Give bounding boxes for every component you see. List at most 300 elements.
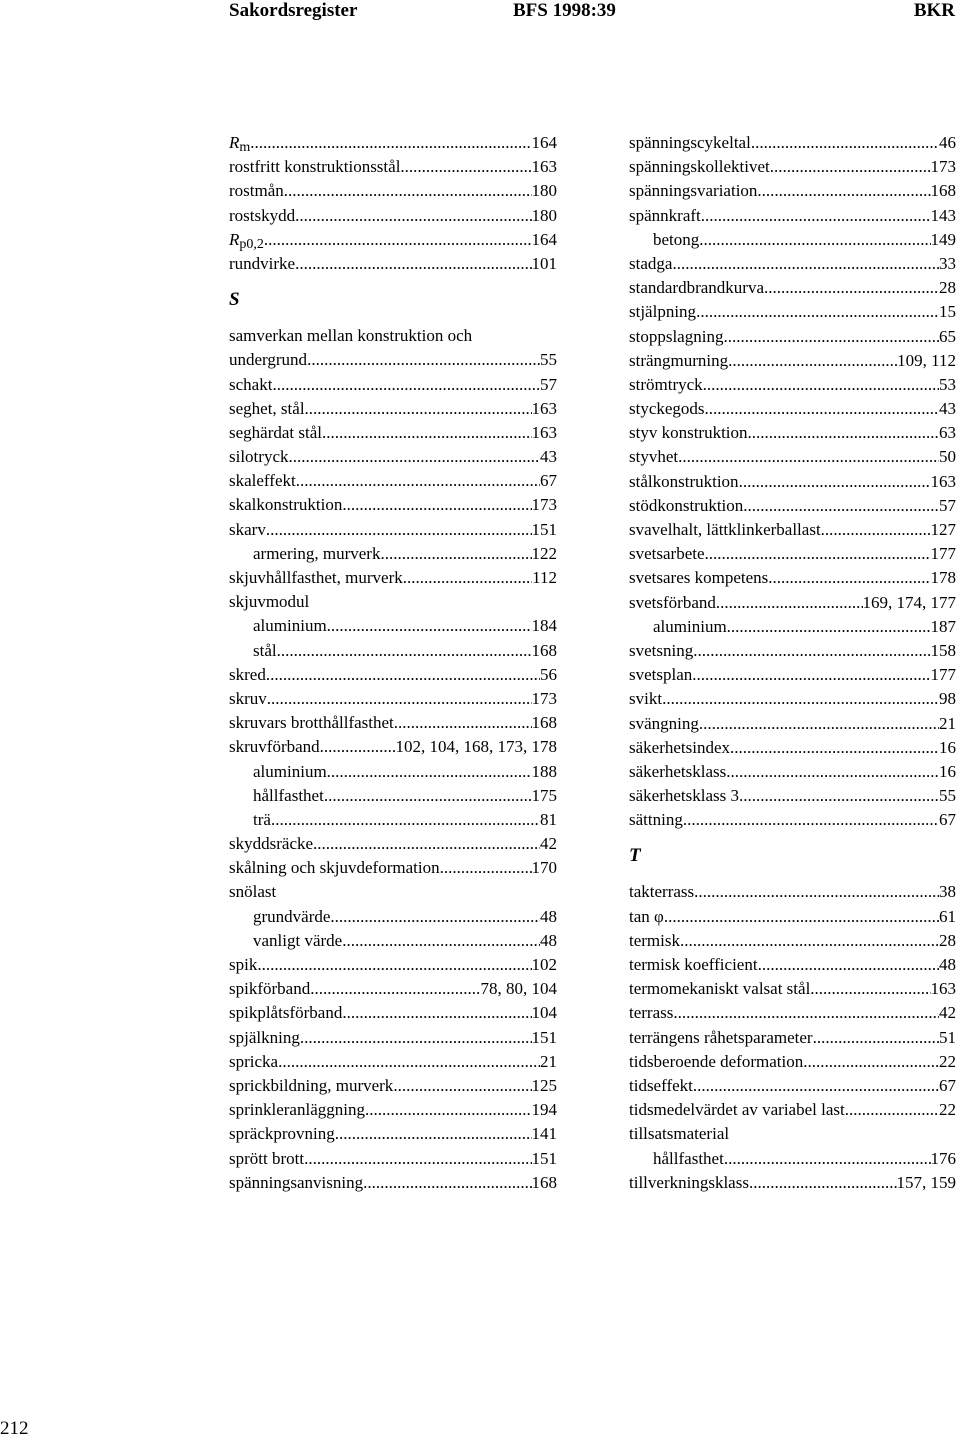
- index-entry: [629, 591, 956, 615]
- index-entry: [629, 494, 956, 518]
- index-entry: [629, 1074, 956, 1098]
- index-subentry: [229, 639, 557, 663]
- index-pages: 15: [939, 302, 956, 322]
- index-pages: 173: [930, 157, 956, 177]
- index-pages: 158: [930, 640, 956, 660]
- leader-dots: [705, 542, 931, 566]
- index-subentry: [229, 614, 557, 638]
- index-term: spikplåtsförband: [229, 1003, 343, 1023]
- index-subentry: [229, 784, 557, 808]
- index-entry: [629, 687, 956, 711]
- index-term: skyddsräcke: [229, 834, 314, 854]
- header-document-id: BFS 1998:39: [513, 0, 616, 21]
- index-pages: 43: [540, 447, 557, 467]
- index-entry: [229, 493, 557, 517]
- index-entry: [629, 663, 956, 687]
- index-term: säkerhetsindex: [629, 737, 731, 757]
- index-term: sprickbildning, murverk: [229, 1075, 394, 1095]
- index-entry: [629, 445, 956, 469]
- index-entry: [629, 276, 956, 300]
- leader-dots: [739, 470, 931, 494]
- leader-dots: [403, 566, 532, 590]
- section-letter: T: [629, 845, 641, 867]
- leader-dots: [380, 542, 531, 566]
- leader-dots: [277, 639, 532, 663]
- index-entry: [629, 784, 956, 808]
- index-entry: [229, 228, 557, 252]
- leader-dots: [304, 1147, 531, 1171]
- index-pages: 168: [531, 1172, 557, 1192]
- index-pages: 163: [531, 398, 557, 418]
- leader-dots: [278, 1050, 540, 1074]
- index-subentry: [629, 615, 956, 639]
- index-entry: [629, 470, 956, 494]
- index-pages: 42: [939, 1003, 956, 1023]
- index-pages: 56: [540, 664, 557, 684]
- index-pages: 46: [939, 133, 956, 152]
- index-term: rostmån: [229, 181, 284, 201]
- index-term: svetsplan: [629, 665, 693, 685]
- index-pages: 43: [939, 399, 956, 419]
- index-subentry: [229, 760, 557, 784]
- index-entry: [229, 663, 557, 687]
- index-entry: [229, 953, 557, 977]
- index-entry: [629, 179, 956, 203]
- index-entry: [229, 252, 557, 276]
- index-heading-term: skjuvmodul: [229, 592, 310, 612]
- leader-dots: [289, 445, 541, 469]
- index-entry: [629, 639, 956, 663]
- leader-dots: [770, 155, 931, 179]
- index-term: skarv: [229, 519, 266, 539]
- leader-dots: [271, 808, 540, 832]
- index-column-left: [229, 131, 557, 1195]
- leader-dots: [723, 325, 939, 349]
- index-pages: 164: [531, 229, 557, 249]
- leader-dots: [327, 760, 532, 784]
- index-term: termisk koefficient: [629, 955, 758, 974]
- index-pages: 53: [939, 374, 956, 394]
- leader-dots: [757, 179, 930, 203]
- index-entry: [229, 856, 557, 880]
- index-term: tidseffekt: [629, 1075, 693, 1095]
- index-pages: 180: [531, 205, 557, 225]
- leader-dots: [342, 1001, 531, 1025]
- index-entry: [229, 131, 557, 155]
- index-pages: 38: [939, 882, 956, 902]
- index-pages: 65: [939, 326, 956, 346]
- leader-dots: [330, 905, 540, 929]
- index-term: seghet, stål: [229, 398, 305, 418]
- index-term: säkerhetsklass 3: [629, 786, 740, 806]
- index-term: termisk: [629, 930, 680, 950]
- index-term: spänningsvariation: [629, 181, 758, 201]
- index-entry: [629, 518, 956, 542]
- index-entry: [629, 1171, 956, 1195]
- index-pages: 63: [939, 423, 956, 443]
- index-entry: [629, 131, 956, 155]
- index-term: svavelhalt, lättklinkerballast: [629, 520, 821, 539]
- index-term: Rp0,2: [229, 229, 264, 252]
- index-term: undergrund: [229, 350, 308, 370]
- index-entry: [629, 300, 956, 324]
- leader-dots: [821, 518, 931, 542]
- index-pages: 163: [531, 422, 557, 442]
- index-entry: [229, 1171, 557, 1195]
- index-term: styvhet: [629, 447, 679, 467]
- index-pages: 55: [939, 786, 956, 806]
- page-number: 212: [0, 1418, 29, 1439]
- leader-dots: [305, 397, 532, 421]
- index-term: terrängens råhetsparameter: [629, 1027, 813, 1047]
- index-pages: 102, 104, 168, 173, 178: [395, 737, 557, 757]
- index-term: skaleffekt: [229, 471, 296, 491]
- leader-dots: [726, 760, 939, 784]
- index-term: styckegods: [629, 399, 705, 419]
- index-term: skruvars brotthållfasthet: [229, 713, 394, 733]
- index-term: spräckprovning: [229, 1124, 335, 1144]
- leader-dots: [365, 1098, 532, 1122]
- index-term: svängning: [629, 713, 699, 733]
- index-pages: 151: [531, 519, 557, 539]
- leader-dots: [692, 663, 930, 687]
- index-term: aluminium: [253, 761, 327, 781]
- index-entry: [629, 1026, 956, 1050]
- leader-dots: [845, 1098, 939, 1122]
- leader-dots: [680, 929, 939, 953]
- index-pages: 169, 174, 177: [862, 592, 956, 612]
- index-entry: [629, 566, 956, 590]
- index-pages: 163: [930, 471, 956, 491]
- index-term: armering, murverk: [253, 543, 381, 563]
- index-entry: [229, 397, 557, 421]
- leader-dots: [393, 1074, 531, 1098]
- index-term: tidsberoende deformation: [629, 1051, 804, 1071]
- index-pages: 16: [939, 737, 956, 757]
- index-entry: [629, 325, 956, 349]
- index-term: skred: [229, 664, 266, 684]
- index-pages: 98: [939, 689, 956, 709]
- leader-dots: [696, 300, 939, 324]
- index-term-continued: samverkan mellan konstruktion och: [229, 326, 473, 346]
- index-pages: 188: [531, 761, 557, 781]
- leader-dots: [693, 1074, 939, 1098]
- leader-dots: [748, 421, 939, 445]
- index-pages: 151: [531, 1148, 557, 1168]
- index-entry: [229, 566, 557, 590]
- index-pages: 112: [532, 568, 557, 587]
- leader-dots: [267, 687, 532, 711]
- index-term: schakt: [229, 374, 273, 394]
- index-entry: [629, 421, 956, 445]
- index-pages: 177: [930, 544, 956, 564]
- index-entry: [229, 1050, 557, 1074]
- index-pages: 104: [531, 1003, 557, 1023]
- leader-dots: [284, 179, 532, 203]
- leader-dots: [662, 687, 939, 711]
- leader-dots: [672, 252, 939, 276]
- leader-dots: [296, 469, 540, 493]
- index-entry: [229, 179, 557, 203]
- leader-dots: [272, 373, 540, 397]
- index-term: sättning: [629, 810, 683, 830]
- index-pages: 42: [540, 834, 557, 854]
- index-pages: 57: [540, 374, 557, 394]
- index-entry: [629, 373, 956, 397]
- index-pages: 176: [930, 1148, 956, 1168]
- index-pages: 168: [531, 713, 557, 733]
- index-term: seghärdat stål: [229, 422, 322, 442]
- index-term: sprött brott: [229, 1148, 305, 1168]
- index-term: takterrass: [629, 882, 695, 902]
- index-term: hållfasthet: [653, 1148, 724, 1168]
- index-term: svikt: [629, 689, 663, 709]
- index-term: skruvförband: [229, 737, 320, 757]
- index-entry: [229, 832, 557, 856]
- index-entry: [629, 155, 956, 179]
- index-entry: [229, 348, 557, 372]
- index-term: rostfritt konstruktionsstål: [229, 157, 401, 177]
- leader-dots: [664, 905, 939, 929]
- index-term: stålkonstruktion: [629, 471, 739, 491]
- index-entry: [229, 421, 557, 445]
- leader-dots: [400, 155, 531, 179]
- index-term: termomekaniskt valsat stål: [629, 979, 811, 999]
- index-pages: 141: [531, 1124, 557, 1144]
- index-entry: [629, 1001, 956, 1025]
- index-heading-term: snölast: [229, 882, 277, 902]
- index-pages: 22: [939, 1100, 956, 1120]
- leader-dots: [764, 276, 939, 300]
- index-pages: 122: [531, 543, 557, 563]
- leader-dots: [264, 228, 532, 252]
- index-term: spänningsanvisning: [229, 1172, 364, 1192]
- index-pages: 187: [930, 616, 956, 636]
- index-pages: 102: [531, 955, 557, 974]
- leader-dots: [694, 880, 939, 904]
- index-pages: 180: [531, 181, 557, 201]
- leader-dots: [727, 615, 931, 639]
- index-entry: [629, 712, 956, 736]
- index-term: stoppslagning: [629, 326, 724, 346]
- header-title: Sakordsregister: [229, 0, 358, 21]
- index-pages: 57: [939, 495, 956, 515]
- index-entry: [629, 953, 956, 977]
- index-pages: 22: [939, 1051, 956, 1071]
- leader-dots: [300, 1026, 532, 1050]
- index-term: styv konstruktion: [629, 423, 748, 443]
- index-term: skålning och skjuvdeformation: [229, 858, 440, 878]
- index-entry: [629, 880, 956, 904]
- index-heading-term: tillsatsmaterial: [629, 1124, 730, 1144]
- leader-dots: [250, 131, 531, 155]
- index-term: terrass: [629, 1003, 674, 1023]
- index-entry: [629, 977, 956, 1001]
- leader-dots: [440, 856, 532, 880]
- leader-dots: [739, 784, 939, 808]
- leader-dots: [751, 131, 939, 155]
- index-term: skalkonstruktion: [229, 495, 343, 515]
- leader-dots: [703, 373, 939, 397]
- index-pages: 55: [540, 350, 557, 370]
- index-pages: 177: [930, 665, 956, 685]
- index-term: sprinkleranläggning: [229, 1100, 365, 1120]
- leader-dots: [693, 639, 930, 663]
- index-entry: [229, 518, 557, 542]
- index-term: stadga: [629, 253, 673, 273]
- index-entry: [629, 204, 956, 228]
- index-pages: 178: [930, 568, 956, 588]
- index-entry: [229, 1098, 557, 1122]
- index-pages: 173: [531, 688, 557, 708]
- leader-dots: [699, 712, 939, 736]
- index-term: spänningskollektivet: [629, 157, 770, 177]
- index-entry: [629, 760, 956, 784]
- leader-dots: [678, 445, 939, 469]
- leader-dots: [266, 663, 540, 687]
- index-term: strängmurning: [629, 350, 729, 370]
- index-entry: [229, 155, 557, 179]
- index-term: grundvärde: [253, 906, 331, 926]
- leader-dots: [701, 204, 931, 228]
- leader-dots: [758, 953, 939, 977]
- index-term: svetsförband: [629, 592, 716, 612]
- index-entry: [629, 808, 956, 832]
- index-entry: [629, 929, 956, 953]
- index-subentry: [629, 228, 956, 252]
- index-term: skjuvhållfasthet, murverk: [229, 568, 403, 587]
- index-subentry: [229, 808, 557, 832]
- index-entry: [629, 252, 956, 276]
- index-entry: [229, 1122, 557, 1146]
- index-entry: [629, 1050, 956, 1074]
- leader-dots: [342, 929, 540, 953]
- leader-dots: [363, 1171, 531, 1195]
- index-pages: 168: [531, 640, 557, 660]
- index-pages: 170: [531, 858, 557, 878]
- index-pages: 163: [930, 979, 956, 999]
- leader-dots: [813, 1026, 939, 1050]
- index-pages: 50: [939, 447, 956, 467]
- index-entry: [229, 204, 557, 228]
- leader-dots: [743, 494, 939, 518]
- index-pages: 48: [939, 955, 956, 974]
- index-term: rostskydd: [229, 205, 296, 225]
- leader-dots: [327, 614, 532, 638]
- index-pages: 149: [930, 229, 956, 249]
- index-term: hållfasthet: [253, 785, 324, 805]
- index-subentry: [229, 542, 557, 566]
- index-term: svetsarbete: [629, 544, 705, 564]
- index-term: spikförband: [229, 979, 311, 999]
- index-pages: 109, 112: [897, 350, 956, 370]
- index-pages: 48: [540, 930, 557, 950]
- index-subentry: [629, 1147, 956, 1171]
- leader-dots: [803, 1050, 939, 1074]
- leader-dots: [335, 1122, 532, 1146]
- index-subentry: [229, 905, 557, 929]
- index-subentry: [229, 929, 557, 953]
- index-pages: 16: [939, 761, 956, 781]
- index-pages: 125: [531, 1075, 557, 1095]
- index-entry: [229, 711, 557, 735]
- index-term: Rm: [229, 133, 251, 155]
- index-entry: [629, 1098, 956, 1122]
- index-pages: 101: [531, 253, 557, 273]
- index-term: spik: [229, 955, 258, 974]
- index-term: stödkonstruktion: [629, 495, 744, 515]
- index-entry: [629, 905, 956, 929]
- section-letter: S: [229, 289, 240, 311]
- index-term: aluminium: [253, 616, 327, 636]
- index-pages: 157, 159: [896, 1172, 956, 1192]
- index-pages: 151: [531, 1027, 557, 1047]
- index-pages: 194: [531, 1100, 557, 1120]
- index-entry: [229, 1074, 557, 1098]
- index-term: spännkraft: [629, 205, 701, 225]
- leader-dots: [313, 832, 540, 856]
- leader-dots: [749, 1171, 897, 1195]
- index-term: standardbrandkurva: [629, 278, 765, 298]
- index-term: svetsning: [629, 640, 694, 660]
- index-pages: 61: [939, 906, 956, 926]
- index-entry: [229, 373, 557, 397]
- index-pages: 33: [939, 253, 956, 273]
- index-entry: [629, 736, 956, 760]
- index-term: spjälkning: [229, 1027, 300, 1047]
- index-term: säkerhetsklass: [629, 761, 727, 781]
- index-pages: 67: [939, 810, 956, 830]
- leader-dots: [730, 736, 939, 760]
- leader-dots: [322, 421, 532, 445]
- index-term: tillverkningsklass: [629, 1172, 749, 1192]
- index-term: stål: [253, 640, 277, 660]
- index-term: betong: [653, 229, 700, 249]
- leader-dots: [810, 977, 930, 1001]
- index-term: tidsmedelvärdet av variabel last: [629, 1100, 845, 1120]
- index-entry: [629, 542, 956, 566]
- index-column-right: [629, 131, 956, 1195]
- index-pages: 51: [939, 1027, 956, 1047]
- index-entry: [229, 977, 557, 1001]
- index-term: svetsares kompetens: [629, 568, 769, 588]
- leader-dots: [683, 808, 939, 832]
- index-pages: 28: [939, 278, 956, 298]
- index-pages: 21: [540, 1051, 557, 1071]
- leader-dots: [724, 1147, 931, 1171]
- leader-dots: [699, 228, 930, 252]
- index-term: stjälpning: [629, 302, 697, 322]
- index-term: vanligt värde: [253, 930, 343, 950]
- index-term: skruv: [229, 688, 267, 708]
- index-entry: [229, 735, 557, 759]
- index-entry: [229, 687, 557, 711]
- index-entry: [629, 397, 956, 421]
- index-pages: 127: [930, 520, 956, 539]
- index-pages: 163: [531, 157, 557, 177]
- header-code: BKR: [913, 0, 955, 21]
- leader-dots: [728, 349, 897, 373]
- index-entry: [229, 1147, 557, 1171]
- index-term: rundvirke: [229, 253, 296, 273]
- leader-dots: [307, 348, 540, 372]
- leader-dots: [705, 397, 939, 421]
- index-term: tan φ: [629, 906, 664, 926]
- leader-dots: [320, 735, 396, 759]
- index-pages: 143: [930, 205, 956, 225]
- index-pages: 21: [939, 713, 956, 733]
- index-entry: [229, 1001, 557, 1025]
